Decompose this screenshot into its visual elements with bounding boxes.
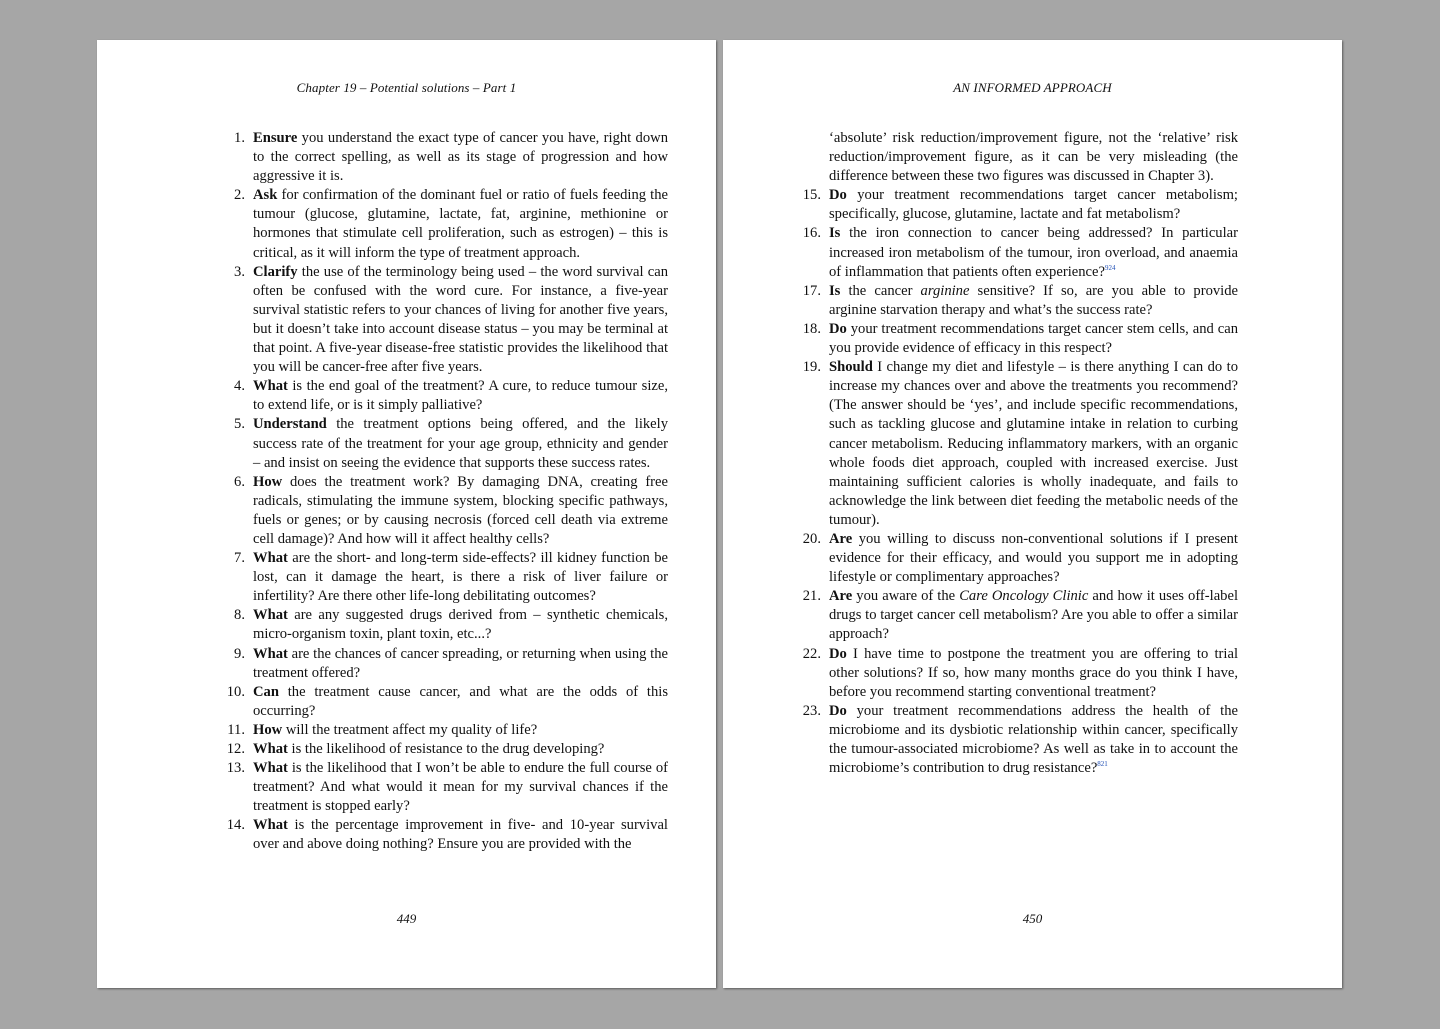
list-item (792, 587, 1238, 644)
running-head: Chapter 19 – Potential solutions – Part 1 (296, 80, 517, 95)
running-head: AN INFORMED APPROACH (953, 80, 1112, 95)
item-number: 1. (234, 130, 245, 146)
item-text: you aware of the (852, 588, 960, 605)
item-number: 21. (802, 588, 821, 605)
list-item (792, 645, 1238, 702)
list-item (216, 759, 668, 816)
item-lead-word: What (253, 741, 288, 757)
question-list (792, 129, 1238, 778)
footnote-reference[interactable]: 924 (1104, 263, 1116, 272)
item-text: for confirmation of the dominant fuel or ratio of fuels feeding the tumour (glucose, glutamine, lactate, fat, arginine, methionine or hormones that stimulate cell proliferation, such as estrogen) – this is critical, as it will inform the type of treatment approach. (253, 187, 668, 261)
item-number: 15. (802, 187, 821, 204)
item-number: 19. (802, 359, 821, 376)
list-item (216, 415, 668, 472)
list-item (792, 358, 1238, 530)
item-text: I change my diet and lifestyle – is there anything I can do to increase my chances over and above the treatments you recommend? (The answer should be ‘yes’, and include specific recommendations, such as tackling glucose and glutamine intake in relation to curbing cancer metabolism. Reducing inflammatory markers, with an organic whole foods diet approach, coupled with increased exercise. Just maintaining sufficient calories is wholly inadequate, and fails to acknowledge the link between diet feeding the metabolic needs of the tumour). (829, 359, 1238, 528)
item-lead-word: Should (829, 359, 873, 376)
item-text: will the treatment affect my quality of life? (282, 721, 538, 738)
list-item (792, 320, 1238, 358)
item-text: is the likelihood that I won’t be able to endure the full course of treatment? And what would it mean for my survival chances if the treatment is stopped early? (253, 760, 668, 815)
item-text: are any suggested drugs derived from – synthetic chemicals, micro-organism toxin, plant toxin, etc...? (253, 607, 668, 643)
item-lead-word: How (253, 473, 283, 490)
item-number: 17. (802, 282, 821, 299)
item-number: 16. (802, 225, 821, 242)
document-page-left (97, 40, 716, 988)
item-number: 14. (226, 817, 245, 834)
list-item (216, 549, 668, 606)
page-number: 450 (1022, 911, 1043, 926)
item-text: the treatment cause cancer, and what are the odds of this occurring? (253, 683, 668, 719)
list-item (216, 816, 668, 854)
item-lead-word: Ask (253, 187, 278, 204)
item-lead-word: Do (829, 320, 847, 337)
item-text: I have time to postpone the treatment you are offering to trial other solutions? If so, how many months grace do you think I have, before you recommend starting conventional treatment? (829, 645, 1238, 700)
item-number: 18. (802, 320, 821, 337)
footnote-reference[interactable]: 821 (1097, 760, 1108, 769)
item-text: and how it uses off-label drugs to target cancer cell metabolism? Are you able to offer a similar approach? (829, 588, 1238, 643)
item-lead-word: Is (829, 282, 841, 299)
item-number: 23. (802, 702, 821, 719)
question-list (216, 129, 668, 855)
item-text: the iron connection to cancer being addressed? In particular increased iron metabolism of the tumour, iron overload, and anaemia of inflammation that patients often experience? (829, 225, 1238, 280)
item-text: you understand the exact type of cancer you have, right down to the correct spelling, as well as its stage of progression and how aggressive it is. (253, 130, 668, 185)
item-lead-word: Is (829, 225, 841, 242)
item-number: 6. (234, 473, 245, 490)
list-item (216, 263, 668, 378)
item-lead-word: Understand (253, 416, 327, 433)
item-italic-term: Care Oncology Clinic (959, 588, 1089, 605)
item-text: the use of the terminology being used – the word survival can often be confused with the word cure. For instance, a five-year survival statistic refers to your chances of living for another five years, but it doesn’t take into account disease status – you may be terminal at that point. A five-year disease-free statistic provides the likelihood that you will be cancer-free after five years. (253, 263, 668, 376)
item-number: 10. (226, 683, 245, 700)
item-text: your treatment recommendations address the health of the microbiome and its dysbiotic relationship within cancer, specifically the tumour-associated microbiome? As well as take in to account the microbiome’s contribution to drug resistance? (829, 702, 1238, 777)
item-italic-term: arginine (920, 282, 970, 299)
item-number: 2. (234, 187, 245, 204)
item-lead-word: What (253, 760, 288, 777)
list-item (216, 186, 668, 262)
item-lead-word: Clarify (253, 263, 298, 280)
item-lead-word: How (253, 721, 283, 738)
page-number: 449 (396, 911, 417, 926)
item-number: 9. (234, 645, 245, 662)
item-text: is the likelihood of resistance to the drug developing? (287, 741, 605, 757)
list-item (216, 606, 668, 644)
item-text: sensitive? If so, are you able to provide arginine starvation therapy and what’s the success rate? (829, 282, 1238, 318)
item-lead-word: What (253, 550, 288, 567)
item-lead-word: What (253, 645, 288, 662)
item-number: 5. (234, 416, 245, 433)
item-text: is the percentage improvement in five- and 10-year survival over and above doing nothing? Ensure you are provided with the (253, 817, 668, 853)
item-number: 11. (227, 721, 245, 738)
list-item (792, 224, 1238, 281)
item-text: the cancer (840, 282, 921, 299)
item-lead-word: Do (829, 187, 847, 204)
list-item (216, 683, 668, 721)
item-text: the treatment options being offered, and the likely success rate of the treatment for your age group, ethnicity and gender – and insist on seeing the evidence that supports these success rates. (253, 416, 668, 471)
item-text: are the short- and long-term side-effects? ill kidney function be lost, can it damage the heart, is there a risk of liver failure or infertility? Are there other life-long debilitating outcomes? (253, 550, 668, 605)
list-item (216, 129, 668, 186)
list-item (216, 473, 668, 549)
item-lead-word: Are (829, 530, 853, 547)
item-lead-word: Are (829, 588, 853, 605)
list-item (216, 740, 668, 759)
item-text: your treatment recommendations target cancer metabolism; specifically, glucose, glutamine, lactate and fat metabolism? (829, 187, 1238, 223)
item-lead-word: What (253, 378, 288, 395)
list-item (216, 645, 668, 683)
item-number: 20. (802, 530, 821, 547)
item-lead-word: What (253, 817, 288, 834)
document-page-right (723, 40, 1342, 988)
item-number: 22. (802, 645, 821, 662)
item-lead-word: What (253, 607, 288, 624)
continued-text: ‘absolute’ risk reduction/improvement figure, not the ‘relative’ risk reduction/improvement figure, as it can be very misleading (the difference between these two figures was discussed in Chapter 3). (829, 130, 1238, 185)
item-lead-word: Do (829, 645, 847, 662)
list-item (792, 530, 1238, 587)
item-lead-word: Can (253, 683, 279, 700)
item-text: is the end goal of the treatment? A cure, to reduce tumour size, to extend life, or is it simply palliative? (253, 378, 668, 414)
item-text: are the chances of cancer spreading, or returning when using the treatment offered? (253, 645, 668, 681)
list-item (216, 377, 668, 415)
item-lead-word: Ensure (253, 130, 298, 146)
item-text: you willing to discuss non-conventional solutions if I present evidence for their efficacy, and would you support me in adopting lifestyle or complimentary approaches? (829, 530, 1238, 586)
list-item (792, 186, 1238, 224)
item-text: does the treatment work? By damaging DNA, creating free radicals, stimulating the immune system, blocking specific pathways, fuels or genes; or by causing necrosis (forced cell death via extreme cell damage)? And how will it affect healthy cells? (253, 473, 668, 547)
list-item (792, 282, 1238, 320)
item-lead-word: Do (829, 702, 847, 719)
item-number: 12. (226, 741, 245, 757)
item-number: 13. (226, 760, 245, 777)
item-number: 3. (234, 263, 245, 280)
list-item (792, 702, 1238, 778)
item-text: your treatment recommendations target cancer stem cells, and can you provide evidence of efficacy in this respect? (829, 320, 1238, 357)
item-number: 4. (234, 378, 245, 395)
item-number: 7. (234, 550, 245, 567)
list-item (216, 721, 668, 740)
item-number: 8. (234, 607, 245, 624)
